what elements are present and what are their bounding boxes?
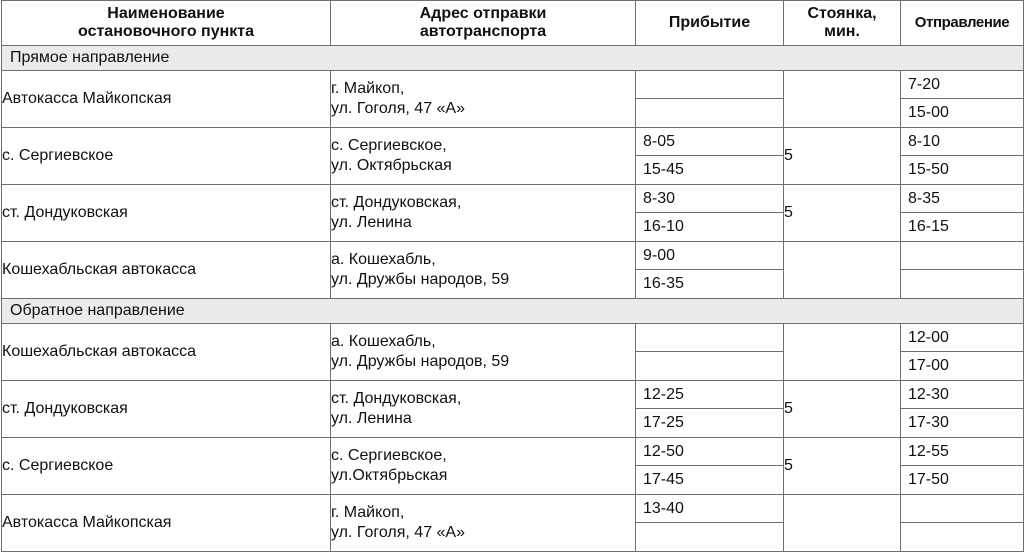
arrival-time: 17-25 — [636, 408, 783, 436]
arrival-time: 15-45 — [636, 155, 783, 183]
address-line: с. Сергиевское, — [331, 137, 447, 154]
address-cell — [331, 324, 636, 381]
address-cell — [331, 495, 636, 552]
table-row — [2, 324, 1024, 381]
address-cell — [331, 242, 636, 299]
col-header-stop-line1: Наименование — [107, 5, 225, 22]
address-line: ст. Дондуковская, — [331, 390, 462, 407]
stay-minutes: 5 — [784, 438, 901, 495]
arrival-cell — [636, 185, 784, 242]
departure-time: 17-00 — [901, 351, 1023, 379]
stay-minutes: 5 — [784, 128, 901, 185]
arrival-cell — [636, 242, 784, 299]
address-line: а. Кошехабль, — [331, 333, 436, 350]
address-line: а. Кошехабль, — [331, 251, 436, 268]
address-line: ул. Дружбы народов, 59 — [331, 353, 510, 370]
table-row — [2, 71, 1024, 128]
col-header-arrival: Прибытие — [636, 1, 784, 46]
address-line: г. Майкоп, — [331, 80, 405, 97]
col-header-stay-line1: Стоянка, — [807, 5, 877, 22]
stop-name: Автокасса Майкопская — [2, 495, 331, 552]
header-row — [2, 1, 1024, 46]
stop-name: с. Сергиевское — [2, 128, 331, 185]
departure-time: 15-00 — [901, 98, 1023, 126]
address-line: ул. Гоголя, 47 «А» — [331, 524, 465, 541]
departure-cell — [901, 438, 1024, 495]
section-row — [2, 46, 1024, 71]
table-row — [2, 381, 1024, 438]
departure-time: 17-30 — [901, 408, 1023, 436]
stay-minutes — [784, 242, 901, 299]
col-header-address-line2: автотранспорта — [419, 23, 547, 40]
address-line: ул. Дружбы народов, 59 — [331, 271, 510, 288]
arrival-time: 9-00 — [643, 247, 676, 264]
col-header-address-line1: Адрес отправки — [419, 5, 547, 22]
departure-time — [901, 269, 1023, 297]
stay-minutes — [784, 71, 901, 128]
arrival-time: 12-50 — [643, 443, 684, 460]
stay-minutes: 5 — [784, 381, 901, 438]
stop-name: ст. Дондуковская — [2, 185, 331, 242]
stop-name: Кошехабльская автокасса — [2, 242, 331, 299]
departure-cell — [901, 242, 1024, 299]
table-row — [2, 438, 1024, 495]
col-header-address — [331, 1, 636, 46]
section-row — [2, 299, 1024, 324]
departure-cell — [901, 381, 1024, 438]
arrival-time: 8-05 — [643, 133, 676, 150]
arrival-cell — [636, 128, 784, 185]
address-line: с. Сергиевское, — [331, 447, 447, 464]
departure-cell — [901, 324, 1024, 381]
departure-time — [901, 495, 1023, 522]
arrival-time: 8-30 — [643, 190, 676, 207]
address-line: г. Майкоп, — [331, 504, 405, 521]
address-line: ул. Ленина — [331, 410, 412, 427]
address-line: ул. Ленина — [331, 214, 412, 231]
address-line: ул. Гоголя, 47 «А» — [331, 100, 465, 117]
departure-time: 7-20 — [908, 76, 941, 93]
col-header-stay-line2: мин. — [824, 23, 860, 40]
table-row — [2, 128, 1024, 185]
departure-time — [901, 242, 1023, 269]
section-title: Прямое направление — [2, 46, 1024, 71]
departure-time — [901, 522, 1023, 550]
address-cell — [331, 128, 636, 185]
address-line: ул.Октябрьская — [331, 467, 448, 484]
departure-time: 12-55 — [908, 443, 949, 460]
arrival-cell — [636, 381, 784, 438]
departure-time: 17-50 — [901, 465, 1023, 493]
bus-timetable — [1, 0, 1024, 552]
arrival-cell — [636, 438, 784, 495]
col-header-stop — [2, 1, 331, 46]
arrival-time — [636, 522, 783, 550]
departure-time: 8-35 — [908, 190, 941, 207]
address-cell — [331, 438, 636, 495]
departure-time: 8-10 — [908, 133, 941, 150]
col-header-stay — [784, 1, 901, 46]
section-title: Обратное направление — [2, 299, 1024, 324]
arrival-time: 16-10 — [636, 212, 783, 240]
arrival-time — [636, 71, 783, 98]
address-cell — [331, 185, 636, 242]
timetable-body — [2, 46, 1024, 552]
arrival-time: 17-45 — [636, 465, 783, 493]
address-line: ст. Дондуковская, — [331, 194, 462, 211]
departure-cell — [901, 128, 1024, 185]
departure-cell — [901, 185, 1024, 242]
arrival-time — [636, 351, 783, 379]
stay-minutes — [784, 495, 901, 552]
stay-minutes — [784, 324, 901, 381]
address-cell — [331, 381, 636, 438]
departure-time: 12-00 — [908, 329, 949, 346]
departure-time: 12-30 — [908, 386, 949, 403]
departure-cell — [901, 71, 1024, 128]
arrival-time — [636, 98, 783, 126]
arrival-time: 13-40 — [643, 500, 684, 517]
stay-minutes: 5 — [784, 185, 901, 242]
departure-time: 16-15 — [901, 212, 1023, 240]
departure-time: 15-50 — [901, 155, 1023, 183]
stop-name: Кошехабльская автокасса — [2, 324, 331, 381]
arrival-time — [636, 324, 783, 351]
departure-cell — [901, 495, 1024, 552]
table-row — [2, 185, 1024, 242]
arrival-time: 12-25 — [643, 386, 684, 403]
address-cell — [331, 71, 636, 128]
table-row — [2, 495, 1024, 552]
address-line: ул. Октябрьская — [331, 157, 452, 174]
col-header-departure: Отправление — [901, 1, 1024, 46]
arrival-time: 16-35 — [636, 269, 783, 297]
stop-name: ст. Дондуковская — [2, 381, 331, 438]
stop-name: Автокасса Майкопская — [2, 71, 331, 128]
arrival-cell — [636, 495, 784, 552]
table-row — [2, 242, 1024, 299]
stop-name: с. Сергиевское — [2, 438, 331, 495]
col-header-stop-line2: остановочного пункта — [78, 23, 254, 40]
arrival-cell — [636, 71, 784, 128]
arrival-cell — [636, 324, 784, 381]
